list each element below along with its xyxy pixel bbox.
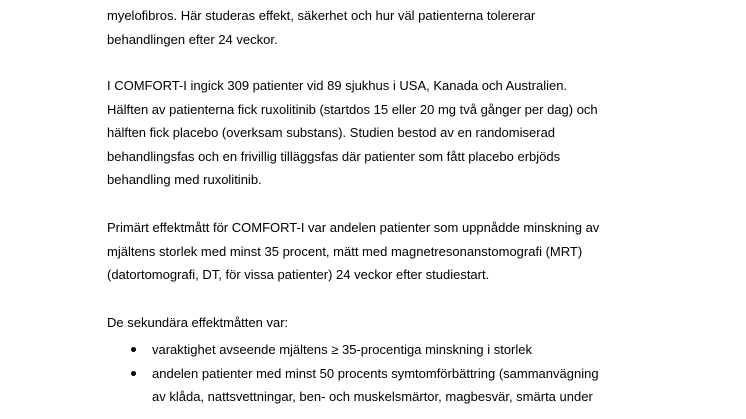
text-line: behandlingen efter 24 veckor. xyxy=(107,31,278,47)
paragraph-comfort-design xyxy=(107,74,667,192)
secondary-endpoints-list xyxy=(107,338,667,409)
text-line: (datortomografi, DT, för vissa patienter) 24 veckor efter studiestart. xyxy=(107,267,490,282)
text-line: behandlingsfas och en frivillig tilläggsfas där patienter som fått placebo erbjöds xyxy=(107,148,561,164)
text-line: I COMFORT-I ingick 309 patienter vid 89 sjukhus i USA, Kanada och Australien. xyxy=(107,78,568,93)
bullet-icon xyxy=(131,347,136,352)
text-line: varaktighet avseende mjältens ≥ 35-procentiga minskning i storlek xyxy=(152,342,532,357)
paragraph-primary-endpoint xyxy=(107,216,667,287)
list-item xyxy=(107,362,667,409)
list-item xyxy=(107,338,667,362)
bullet-icon xyxy=(131,371,136,376)
text-line: behandling med ruxolitinib. xyxy=(107,172,262,187)
text-line: Hälften av patienterna fick ruxolitinib (startdos 15 eller 20 mg två gånger per dag) och xyxy=(107,101,598,117)
paragraph-secondary-endpoints-heading xyxy=(107,311,667,335)
text-line: myelofibros. Här studeras effekt, säkerhet och hur väl patienterna tolererar xyxy=(107,8,536,23)
text-line: mjältens storlek med minst 35 procent, mätt med magnetresonanstomografi (MRT) xyxy=(107,243,583,259)
text-line: hälften fick placebo (overksam substans). Studien bestod av en randomiserad xyxy=(107,125,556,140)
text-line: De sekundära effektmåtten var: xyxy=(107,315,289,330)
text-line: andelen patienter med minst 50 procents symtomförbättring (sammanvägning xyxy=(152,365,599,381)
paragraph-study-intro xyxy=(107,4,667,51)
text-line: av klåda, nattsvettningar, ben- och muskelsmärtor, magbesvär, smärta under xyxy=(152,389,593,404)
text-line: Primärt effektmått för COMFORT-I var andelen patienter som uppnådde minskning av xyxy=(107,220,600,235)
